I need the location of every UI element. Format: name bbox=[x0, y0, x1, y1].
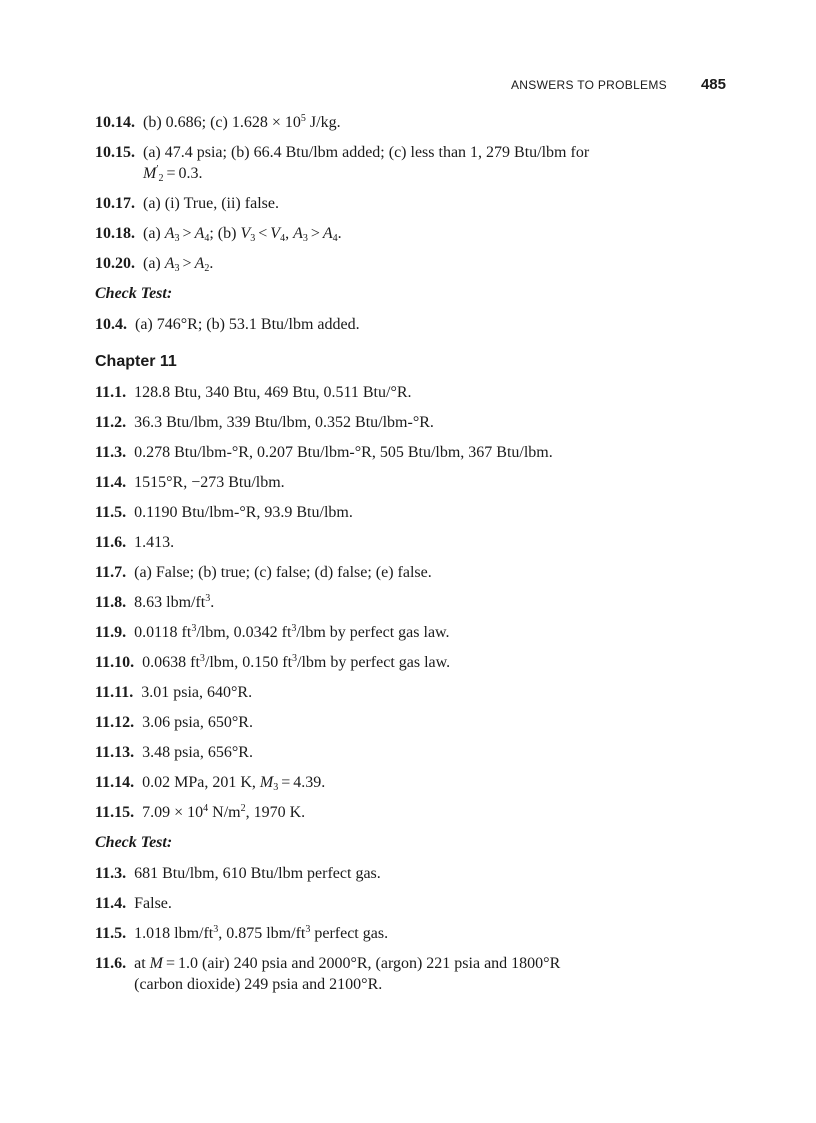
equals-sign: = bbox=[166, 955, 176, 972]
exponent: 2 bbox=[240, 803, 246, 814]
answer-text: 0.278 Btu/lbm-°R, 0.207 Btu/lbm-°R, 505 Btu/lbm, 367 Btu/lbm. bbox=[134, 444, 553, 461]
exponent: 3 bbox=[291, 623, 297, 634]
less-than-sign: < bbox=[258, 225, 268, 242]
answer-entry bbox=[95, 923, 735, 944]
text-part: at bbox=[134, 955, 150, 972]
math-symbol: M bbox=[149, 955, 163, 972]
problem-number: 11.2. bbox=[95, 414, 127, 431]
subscript: 3 bbox=[174, 233, 180, 244]
answer-entry bbox=[95, 142, 735, 184]
answer-text bbox=[143, 253, 735, 274]
answer-text: 128.8 Btu, 340 Btu, 469 Btu, 0.511 Btu/°R. bbox=[134, 384, 412, 401]
answer-text bbox=[142, 802, 735, 823]
answer-entry bbox=[95, 802, 735, 823]
section-title: ANSWERS TO PROBLEMS bbox=[511, 78, 667, 92]
answer-text: (a) 746°R; (b) 53.1 Btu/lbm added. bbox=[135, 316, 360, 333]
problem-number: 11.15. bbox=[95, 804, 135, 821]
problem-number: 11.10. bbox=[95, 654, 135, 671]
problem-number: 11.3. bbox=[95, 865, 127, 882]
problem-number: 11.8. bbox=[95, 594, 127, 611]
greater-than-sign: > bbox=[182, 255, 192, 272]
answer-text: 0.1190 Btu/lbm-°R, 93.9 Btu/lbm. bbox=[134, 504, 353, 521]
check-test-heading: Check Test: bbox=[95, 285, 173, 302]
answer-entry bbox=[95, 112, 735, 133]
answer-entry bbox=[95, 253, 735, 274]
text-part: 4.39. bbox=[293, 774, 326, 791]
exponent: 3 bbox=[205, 593, 211, 604]
text-part: , bbox=[285, 225, 294, 242]
math-symbol: A bbox=[164, 255, 175, 272]
answer-entry bbox=[95, 562, 735, 583]
answer-text: 3.01 psia, 640°R. bbox=[141, 684, 253, 701]
problem-number: 11.11. bbox=[95, 684, 134, 701]
text-part: 7.09 bbox=[142, 804, 175, 821]
answer-entry bbox=[95, 592, 735, 613]
exponent: 3 bbox=[213, 924, 219, 935]
exponent: 3 bbox=[191, 623, 197, 634]
answer-text: 3.48 psia, 656°R. bbox=[142, 744, 253, 761]
text-part: (a) bbox=[143, 225, 165, 242]
answer-text: 36.3 Btu/lbm, 339 Btu/lbm, 0.352 Btu/lbm-°R. bbox=[134, 414, 434, 431]
text-part: 1.0 (air) 240 psia and 2000°R, (argon) 221 psia and 1800°R bbox=[178, 955, 561, 972]
text-part: 0.0638 ft bbox=[142, 654, 200, 671]
math-symbol: A bbox=[194, 255, 205, 272]
answer-text: (a) (i) True, (ii) false. bbox=[143, 195, 279, 212]
answer-entry bbox=[95, 223, 735, 244]
answers-content bbox=[95, 112, 735, 1004]
text-part: J/kg. bbox=[305, 114, 341, 131]
text-part: perfect gas. bbox=[310, 925, 389, 942]
answer-entry bbox=[95, 382, 735, 403]
answer-entry bbox=[95, 682, 735, 703]
text-part: (carbon dioxide) 249 psia and 2100°R. bbox=[134, 976, 383, 993]
text-part: 1.018 lbm/ft bbox=[134, 925, 214, 942]
answer-entry bbox=[95, 442, 735, 463]
math-symbol: A bbox=[194, 225, 205, 242]
text-part: (a) bbox=[143, 255, 165, 272]
problem-number: 10.15. bbox=[95, 144, 135, 161]
problem-number: 11.3. bbox=[95, 444, 127, 461]
answer-entry bbox=[95, 193, 735, 214]
subscript: 3 bbox=[250, 233, 256, 244]
answer-text bbox=[143, 223, 735, 244]
answer-entry bbox=[95, 532, 735, 553]
text-part: 8.63 lbm/ft bbox=[134, 594, 206, 611]
text-part: 0.3. bbox=[178, 165, 203, 182]
text-part: , 1970 K. bbox=[245, 804, 306, 821]
problem-number: 11.4. bbox=[95, 895, 127, 912]
answer-entry bbox=[95, 953, 735, 995]
text-part: 0.02 MPa, 201 K, bbox=[142, 774, 260, 791]
answer-text bbox=[134, 953, 735, 995]
running-head bbox=[511, 76, 726, 93]
answer-text: (a) False; (b) true; (c) false; (d) false; (e) false. bbox=[134, 564, 432, 581]
problem-number: 11.5. bbox=[95, 504, 127, 521]
answer-entry bbox=[95, 472, 735, 493]
answer-text bbox=[143, 142, 735, 184]
subscript: 3 bbox=[174, 263, 180, 274]
text-part: 10 bbox=[280, 114, 301, 131]
prime-mark: ′ bbox=[156, 164, 159, 175]
subscript: 3 bbox=[273, 782, 279, 793]
text-part: /lbm, 0.0342 ft bbox=[196, 624, 292, 641]
answer-text: False. bbox=[134, 895, 172, 912]
text-part: N/m bbox=[208, 804, 241, 821]
text-part: /lbm by perfect gas law. bbox=[296, 624, 450, 641]
text-part: ; (b) bbox=[209, 225, 241, 242]
page-number: 485 bbox=[700, 76, 726, 93]
exponent: 4 bbox=[203, 803, 209, 814]
subscript: 4 bbox=[204, 233, 210, 244]
math-symbol: M bbox=[259, 774, 274, 791]
text-part: (b) 0.686; (c) 1.628 bbox=[143, 114, 272, 131]
times-sign: × bbox=[174, 804, 184, 821]
math-symbol: A bbox=[322, 225, 333, 242]
exponent: 3 bbox=[292, 653, 298, 664]
problem-number: 11.13. bbox=[95, 744, 135, 761]
answer-entry bbox=[95, 412, 735, 433]
problem-number: 10.14. bbox=[95, 114, 135, 131]
subscript: 4 bbox=[280, 233, 286, 244]
subscript: 4 bbox=[332, 233, 338, 244]
problem-number: 11.1. bbox=[95, 384, 127, 401]
exponent: 3 bbox=[199, 653, 205, 664]
answer-text bbox=[134, 592, 735, 613]
text-part: . bbox=[337, 225, 342, 242]
problem-number: 10.17. bbox=[95, 195, 135, 212]
problem-number: 11.6. bbox=[95, 534, 127, 551]
math-symbol: V bbox=[270, 225, 281, 242]
text-part: 0.0118 ft bbox=[134, 624, 192, 641]
problem-number: 11.14. bbox=[95, 774, 135, 791]
equals-sign: = bbox=[166, 165, 176, 182]
equals-sign: = bbox=[281, 774, 291, 791]
answer-entry bbox=[95, 712, 735, 733]
math-symbol: A bbox=[293, 225, 303, 242]
chapter-heading: Chapter 11 bbox=[95, 353, 177, 370]
subscript: 3 bbox=[302, 233, 308, 244]
answer-entry bbox=[95, 742, 735, 763]
answer-entry bbox=[95, 652, 735, 673]
math-symbol: V bbox=[240, 225, 251, 242]
answer-entry bbox=[95, 863, 735, 884]
math-symbol: A bbox=[164, 225, 175, 242]
subscript: 2 bbox=[158, 173, 164, 184]
check-test-heading: Check Test: bbox=[95, 834, 173, 851]
problem-number: 11.7. bbox=[95, 564, 127, 581]
problem-number: 10.4. bbox=[95, 316, 127, 333]
answer-entry bbox=[95, 502, 735, 523]
exponent: 5 bbox=[300, 113, 306, 124]
answer-entry bbox=[95, 314, 735, 335]
problem-number: 11.6. bbox=[95, 955, 127, 972]
text-part: . bbox=[209, 255, 214, 272]
text-part: /lbm, 0.150 ft bbox=[204, 654, 293, 671]
problem-number: 10.18. bbox=[95, 225, 135, 242]
exponent: 3 bbox=[305, 924, 311, 935]
text-part: (a) 47.4 psia; (b) 66.4 Btu/lbm added; (c) less than 1, 279 Btu/lbm for bbox=[143, 144, 590, 161]
problem-number: 11.4. bbox=[95, 474, 127, 491]
answer-entry bbox=[95, 772, 735, 793]
problem-number: 11.12. bbox=[95, 714, 135, 731]
answer-text bbox=[143, 112, 735, 133]
answer-entry bbox=[95, 893, 735, 914]
problem-number: 11.5. bbox=[95, 925, 127, 942]
answer-text bbox=[134, 622, 735, 643]
text-part: 10 bbox=[183, 804, 204, 821]
answer-text: 681 Btu/lbm, 610 Btu/lbm perfect gas. bbox=[134, 865, 381, 882]
problem-number: 11.9. bbox=[95, 624, 127, 641]
subscript: 2 bbox=[204, 263, 210, 274]
answer-text bbox=[142, 772, 735, 793]
greater-than-sign: > bbox=[182, 225, 192, 242]
answer-text: 3.06 psia, 650°R. bbox=[142, 714, 253, 731]
text-part: /lbm by perfect gas law. bbox=[297, 654, 451, 671]
answer-text bbox=[134, 923, 735, 944]
text-part: . bbox=[210, 594, 215, 611]
problem-number: 10.20. bbox=[95, 255, 135, 272]
times-sign: × bbox=[271, 114, 281, 131]
math-symbol: M bbox=[143, 165, 157, 182]
answer-text: 1515°R, −273 Btu/lbm. bbox=[134, 474, 285, 491]
answer-text bbox=[142, 652, 735, 673]
answer-entry bbox=[95, 622, 735, 643]
answer-text: 1.413. bbox=[134, 534, 175, 551]
text-part: , 0.875 lbm/ft bbox=[218, 925, 306, 942]
greater-than-sign: > bbox=[310, 225, 320, 242]
